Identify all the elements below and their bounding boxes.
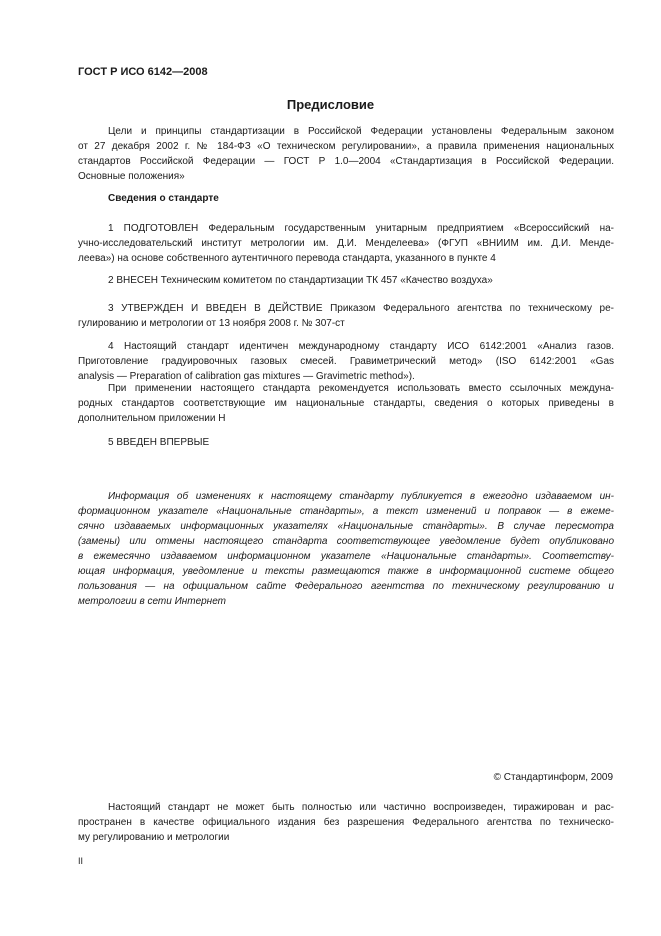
- text-line: дополнительном приложении Н: [78, 413, 226, 424]
- item-3-paragraph: [78, 301, 614, 331]
- text-line: стандартов Российской Федерации — ГОСТ Р 1.0—2004 «Стандартизация в Российской Федерации.: [78, 156, 614, 167]
- page-title: Предисловие: [286, 97, 375, 112]
- text-line: При применении настоящего стандарта рекомендуется использовать вместо ссылочных междуна-: [108, 383, 614, 394]
- item-5-paragraph: [78, 435, 614, 450]
- text-line: 2 ВНЕСЕН Техническим комитетом по стандартизации ТК 457 «Качество воздуха»: [108, 275, 493, 286]
- text-line: родных стандартов соответствующие им национальные стандарты, сведения о которых приведены в: [78, 398, 614, 409]
- text-line: Настоящий стандарт не может быть полностью или частично воспроизведен, тиражирован и рас-: [108, 802, 614, 813]
- item-4-note-paragraph: [78, 381, 614, 426]
- page-number: II: [78, 856, 84, 866]
- intro-paragraph: [78, 124, 614, 184]
- item-4-paragraph: [78, 339, 614, 384]
- amendments-info-paragraph: [78, 489, 614, 609]
- text-line: Приготовление градуировочных газовых смесей. Гравиметрический метод» (ISO 6142:2001 «Gas: [78, 356, 614, 367]
- text-line: Информация об изменениях к настоящему стандарту публикуется в ежегодно издаваемом ин-: [108, 491, 614, 502]
- item-2-paragraph: [78, 273, 614, 288]
- text-line: леева») на основе собственного аутентичного перевода стандарта, указанного в пункте 4: [78, 253, 496, 264]
- document-code: ГОСТ Р ИСО 6142—2008: [78, 66, 208, 78]
- text-line: формационном указателе «Национальные стандарты», а текст изменений и поправок — в ежеме-: [78, 506, 614, 517]
- text-line: му регулированию и метрологии: [78, 832, 230, 843]
- copyright-notice: © Стандартинформ, 2009: [493, 772, 613, 783]
- text-line: метрологии в сети Интернет: [78, 596, 226, 607]
- section-subheading: Сведения о стандарте: [108, 193, 219, 204]
- text-line: от 27 декабря 2002 г. № 184-ФЗ «О техническом регулировании», а правила применения национальных: [78, 141, 614, 152]
- text-line: (замены) или отмены настоящего стандарта соответствующее уведомление будет опубликовано: [78, 536, 614, 547]
- text-line: сячно издаваемых информационных указателях «Национальные стандарты». В случае пересмотра: [78, 521, 614, 532]
- item-1-paragraph: [78, 221, 614, 266]
- text-line: Основные положения»: [78, 171, 185, 182]
- text-line: 5 ВВЕДЕН ВПЕРВЫЕ: [108, 437, 210, 448]
- text-line: пространен в качестве официального издания без разрешения Федерального агентства по техническо-: [78, 817, 614, 828]
- text-line: 3 УТВЕРЖДЕН И ВВЕДЕН В ДЕЙСТВИЕ Приказом Федерального агентства по техническому ре-: [108, 303, 614, 314]
- text-line: учно-исследовательский институт метрологии им. Д.И. Менделеева» (ФГУП «ВНИИМ им. Д.И. Менде-: [78, 238, 614, 249]
- text-line: 1 ПОДГОТОВЛЕН Федеральным государственным унитарным предприятием «Всероссийский на-: [108, 223, 614, 234]
- reproduction-notice-paragraph: [78, 800, 614, 845]
- text-line: ющая информация, уведомление и тексты размещаются также в информационной системе общего: [78, 566, 614, 577]
- text-line: analysis — Preparation of calibration gas mixtures — Gravimetric method»).: [78, 371, 415, 382]
- text-line: 4 Настоящий стандарт идентичен международному стандарту ИСО 6142:2001 «Анализ газов.: [108, 341, 614, 352]
- text-line: в ежемесячно издаваемом информационном указателе «Национальные стандарты». Соответству-: [78, 551, 614, 562]
- text-line: пользования — на официальном сайте Федерального агентства по техническому регулированию и: [78, 581, 614, 592]
- text-line: Цели и принципы стандартизации в Российской Федерации установлены Федеральным законом: [108, 126, 614, 137]
- text-line: гулированию и метрологии от 13 ноября 2008 г. № 307-ст: [78, 318, 345, 329]
